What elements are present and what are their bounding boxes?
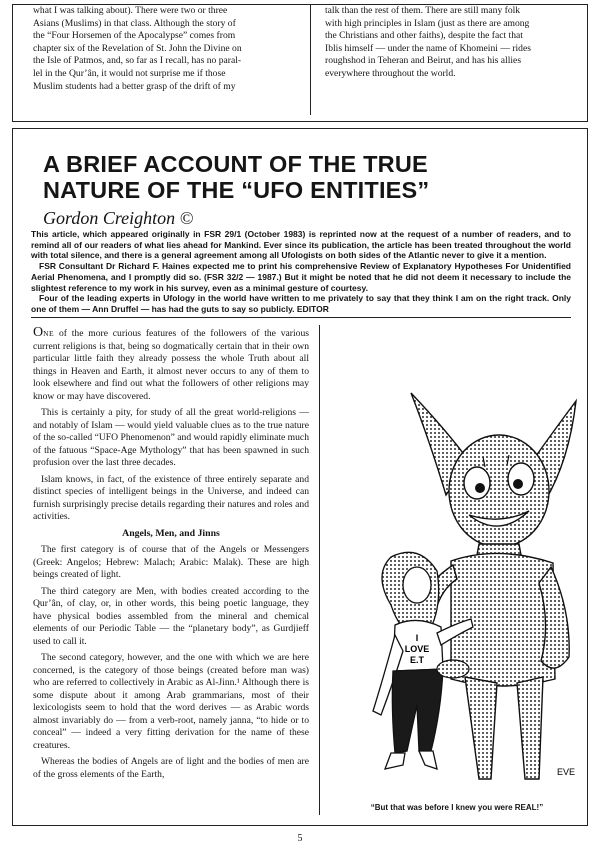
body-paragraph: The second category, however, and the one with which we are here concerned, is the category of those beings (created before man was) who are referred to collectively in Arabic as Al-Jinn.¹ Although there is some dispute about it among Arab grammarians, most of their lexicologists seem to hold that the word derives — as Arabic words almost invariably do — from a verb-root, namely janna, “to hide or to conceal” — indeed a very fitting derivation for the name of these creatures. [33,652,309,751]
body-paragraph: Islam knows, in fact, of the existence of three entirely separate and distinct species of intelligent beings in the Universe, and indeed can furnish surprisingly precise details regarding their natures and roles and activities. [33,473,309,522]
column-divider [310,5,311,115]
alien-right-leg [517,677,543,779]
body-paragraph [33,327,309,403]
section-heading: Angels, Men, and Jinns [122,527,220,539]
alien-right-eye [508,463,534,495]
article-box [12,128,588,826]
section-divider [31,317,571,318]
alien-left-leg [465,677,497,779]
alien-left-eye [464,467,490,499]
page-number: 5 [297,833,303,844]
article-body [33,327,309,785]
artist-signature: EVE [557,767,576,777]
clasped-hands [437,660,469,678]
article-title [43,151,563,203]
text-line: Iblis himself — under the name of Khomeini — rides [325,42,531,54]
shirt-text: E.T [409,655,425,665]
text-line: lel in the Qur’ân, it would not surprise me if those [33,67,226,79]
text-line: with high principles in Islam (just as there are among [325,17,530,29]
shirt-text: I [415,633,419,643]
previous-article-left-column [33,5,297,93]
title-line: A BRIEF ACCOUNT OF THE TRUE [43,151,428,177]
woman-face [403,567,431,603]
text-line: talk than the rest of them. There are still many folk [325,5,521,16]
intro-paragraph: This article, which appeared originally in FSR 29/1 (October 1983) is reprinted now at the request of a number of readers, and to remind all of our readers of what lies ahead for Mankind. Ever since its publication, the article has been treated throughout the world with total silence, and there is a general agreement among all Ufologists on both sides of the Atlantic never to give it a mention. [31,229,571,261]
text-line: chapter six of the Revelation of St. John the Divine on [33,42,242,54]
text-line: the Christians and other faiths), despite the fact that [325,30,523,42]
author-byline: Gordon Creighton © [43,208,194,228]
illustration-caption: “But that was before I knew you were REAL!” [370,803,544,812]
text-line: the Isle of Patmos, and, so far as I recall, has no paral- [33,55,242,67]
body-paragraph: The third category are Men, with bodies created according to the Qur’ân, of clay, or, in other words, this being poetic language, they have physical bodies assembled from the mineral and chemical elements of our Periodic Table — the “planetary body”, as Gurdjieff used to call it. [33,585,309,647]
woman-shoes [385,751,437,769]
intro-paragraph: FSR Consultant Dr Richard F. Haines expected me to print his comprehensive Review of Explanatory Hypotheses For Unidentified Aerial Phenomena, and I promptly did so. (FSR 32/2 — 1987.) But it might be noted that he did not deem it necessary to include the slightest reference to my work in his survey, even as a minimal gesture of courtesy. [31,261,571,293]
paragraph-text: of the more curious features of the followers of the various current religions is that, being so dogmatically certain that in their own particular little faith they already possess the whole Truth about all things in Heaven and Earth, it almost never occurs to any of them to look elsewhere and find out what the followers of other religions may know or may have discovered. [33,328,309,402]
text-line: everywhere throughout the world. [325,67,456,79]
editor-introduction [31,229,571,315]
shirt-text: LOVE [404,644,430,654]
text-line: the “Four Horsemen of the Apocalypse” comes from [33,30,236,42]
intro-paragraph: Four of the leading experts in Ufology in the world have written to me privately to say that they think I am on the right track. Only one of them — Ann Druffel — has had the guts to say so publicly. EDITOR [31,293,571,314]
previous-article-box [12,4,588,122]
text-line: what I was talking about). There were two or three [33,5,228,16]
title-line: NATURE OF THE “UFO ENTITIES” [43,177,430,203]
text-line: roughshod in Teheran and Beirut, and has his allies [325,55,522,67]
woman-trousers [392,669,443,753]
body-paragraph: This is certainly a pity, for study of all the great world-religions — and notably of Islam — would yield valuable clues as to the true nature of the so-called “UFO Phenomenon” and would rapidly eliminate much of the fatuous “Space-Age Mythology” that has been spawned in such profusion over the last three decades. [33,407,309,468]
alien-head [449,435,549,547]
text-line: Muslim students had a better grasp of the drift of my [33,80,236,92]
body-paragraph: The first category is of course that of the Angels or Messengers (Greek: Angelos; Hebrew: Malach; Arabic: Malak). These are high beings created of light. [33,544,309,580]
body-paragraph: Whereas the bodies of Angels are of light and the bodies of men are of the gross elements of the Earth, [33,756,309,780]
column-divider [319,325,320,815]
small-caps: NE [43,329,55,338]
previous-article-right-column [325,5,575,81]
text-line: Asians (Muslims) in that class. Although the story of [33,17,236,29]
drop-cap: O [33,325,44,340]
cartoon-illustration [333,379,581,789]
